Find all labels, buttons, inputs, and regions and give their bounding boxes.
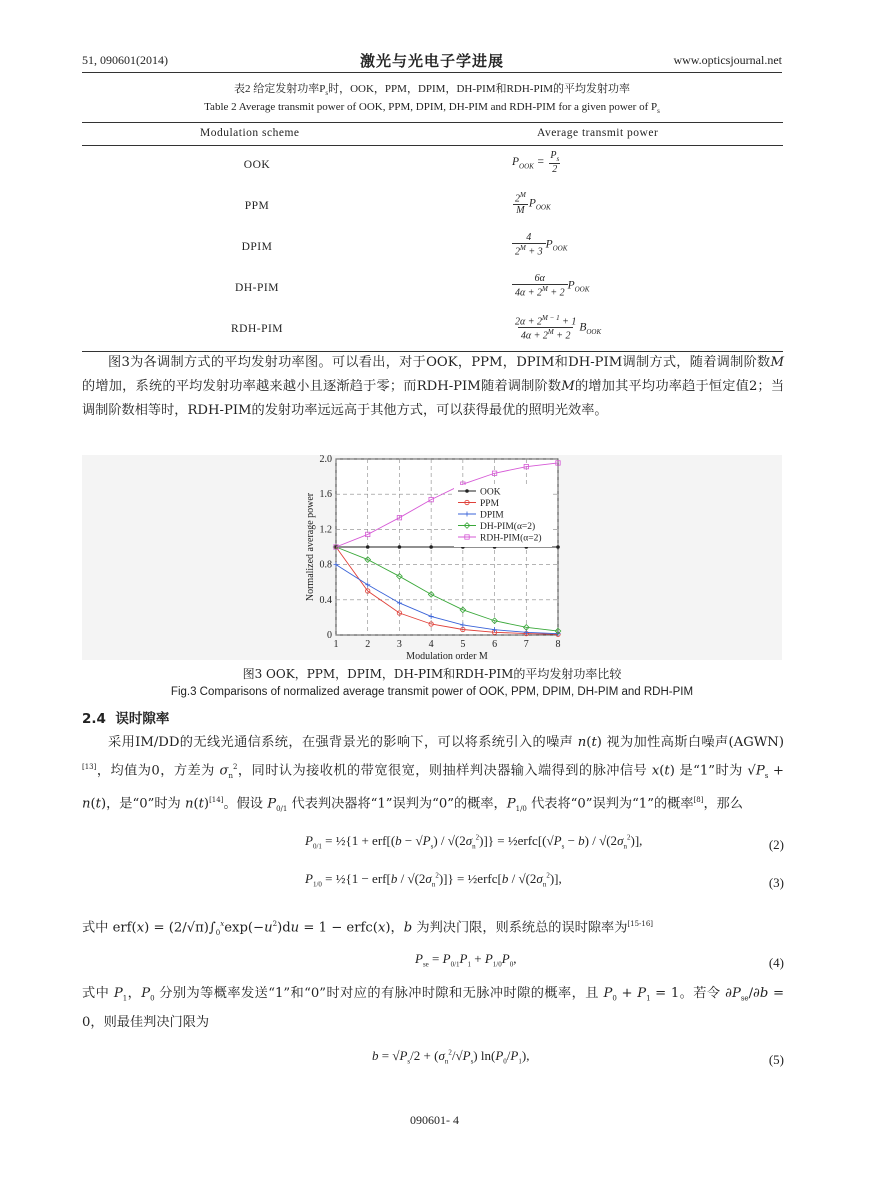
paragraph-text: 图3为各调制方式的平均发射功率图。可以看出，对于OOK，PPM，DPIM和DH-PIM调制方式，随着调制阶数M的增加，系统的平均发射功率越来越小且逐渐趋于零；而RDH-PIM随着调制阶数M的增加其平均功率趋于恒定值2；当调制阶数相等时，RDH-PIM的发射功率远远高于其他方式，可以获得最优的照明光效率。 [82,355,785,418]
section-heading [82,707,169,727]
legend-label: DPIM [480,510,504,521]
table-row [82,310,783,351]
table-caption-cn: 表2 给定发射功率$P_s$时，OOK，PPM，DPIM，DH-PIM和RDH-PIM的平均发射功率 [233,83,631,98]
table-row [82,187,783,228]
data-point [465,489,469,493]
equation-5 [82,1048,784,1074]
paragraph-fig3-discussion [82,351,784,423]
equation-2 [82,833,784,859]
table-cell-scheme: DH-PIM [235,282,279,294]
y-tick-label: 0 [327,630,332,641]
equation-5-body: $b = √P_s/2 + (\sigma_n^2/√P_s)$ $\ln(P_0/P_1)$, [372,1048,530,1066]
table-header-row [82,123,783,146]
data-point [556,545,560,549]
paragraph-text: 式中 $P_1$，$P_0$ 分别为等概率发送“1”和“0”时对应的有脉冲时隙和无脉冲时隙的概率，且 $P_0 + P_1 = 1$。若令 $\partial P_{se}/\partial b = 0$，则最佳判决门限为 [82,986,784,1030]
equation-3-body: $P_{1/0}$ = ½{1 − $erf[b / √(2\sigma_n^2)]$} = ½erfc[b / $√(2\sigma_n^2)$], [305,871,562,889]
x-tick-label: 1 [333,639,339,650]
section-title: 误时隙率 [115,711,170,727]
page-number: 090601- 4 [410,1113,459,1127]
journal-url[interactable]: www.opticsjournal.net [673,53,782,67]
table-cell-formula: $P_{OOK}$ = $\frac{P_s}{2}$ [512,150,560,175]
x-axis-label: Modulation order M [406,651,488,660]
equation-2-number: (2) [768,837,784,852]
power-table [82,122,783,352]
table-cell-scheme: DPIM [241,241,273,253]
journal-citation: 51, 090601(2014) [82,53,168,67]
section-number: 2.4 [82,711,106,727]
y-tick-label: 0.4 [319,594,332,606]
equation-4 [82,951,784,977]
table-cell-scheme: OOK [243,159,271,171]
table-cell-formula: $\frac{2\alpha + 2^{M - 1} + 1}{4\alpha + 2^M + 2}$ $B_{OOK}$ [515,314,602,342]
table-cell-formula: $\frac{6\alpha}{4\alpha + 2^M + 2}$ $P_{OOK}$ [512,273,722,298]
paragraph-erf-definition [82,912,784,945]
table-cell-formula: $\frac{4}{2^M + 3}$ $P_{OOK}$ [512,232,722,257]
equation-4-number: (4) [768,955,784,970]
col-header-power: Average transmit power [537,127,659,139]
paragraph-text: 采用IM/DD的无线光通信系统，在强背景光的影响下，可以将系统引入的噪声 n(t) 视为加性高斯白噪声(AGWN)[13]，均值为0，方差为 $\sigma_n^2$，同时认为接收机的带宽很宽，则抽样判决器输入端得到的脉冲信号 x(t) 是“1”时为 $√P_s + n(t)$，是“0”时为 n(t)[14]。假设 $P_{0/1}$ 代表判决器将“1”误判为“0”的概率，$P_{1/0}$ 代表将“0”误判为“1”的概率[8]，那么 [82,735,784,814]
equation-3-number: (3) [768,875,784,890]
legend-label: PPM [480,499,500,509]
y-tick-label: 0.8 [319,559,332,571]
paragraph-text: 式中 $erf(x) = (2/√\pi)\int_0^x\exp(-u^2)du = 1$ − erfc(x)，b 为判决门限，则系统总的误时隙率为[15-16] [82,920,654,938]
equation-2-body: $P_{0/1}$ = ½{1 + $erf[(b - √P_s) / √(2\sigma_n^2)]$} = $\frac{1}{2}erfc[(√P_s - b) / √(2\sigma_n^2)]$, [305,833,643,851]
equation-3 [82,871,784,897]
legend-label: RDH-PIM(α=2) [480,533,542,544]
table-row [82,269,783,310]
y-tick-label: 1.6 [319,489,332,501]
y-tick-label: 2.0 [319,455,332,465]
x-tick-label: 7 [523,639,529,650]
col-header-scheme: Modulation scheme [200,127,300,139]
legend-label: OOK [480,487,501,498]
x-tick-label: 2 [365,639,371,650]
legend-label: DH-PIM(α=2) [480,522,536,532]
data-point [398,545,402,549]
table-caption-en: Table 2 Average transmit power of OOK, PPM, DPIM, DH-PIM and RDH-PIM for a given power of $P_s$ [204,101,660,116]
table-cell-formula: $\frac{2^M}{M}$ $P_{OOK}$ [515,191,551,217]
equation-5-number: (5) [768,1052,784,1067]
running-header [82,50,782,73]
x-tick-label: 3 [396,639,402,650]
paragraph-noise-model [82,731,784,821]
x-tick-label: 5 [460,639,466,650]
table-row [82,228,783,269]
table-cell-scheme: PPM [244,200,270,212]
figure-caption-cn: 图3 OOK，PPM，DPIM，DH-PIM和RDH-PIM的平均发射功率比较 [242,667,622,681]
x-tick-label: 8 [555,639,561,650]
journal-title: 激光与光电子学进展 [359,52,504,70]
table-row [82,146,783,187]
y-tick-label: 1.2 [319,524,332,536]
table-cell-scheme: RDH-PIM [230,323,284,335]
figure-caption-en: Fig.3 Comparisons of normalized average transmit power of OOK, PPM, DPIM, DH-PIM and RDH-PIM [170,686,694,698]
equation-4-body: $P_{se} = P_{0/1}P_1 + P_{1/0}P_0$, [415,951,517,969]
x-tick-label: 4 [428,639,434,650]
power-comparison-chart [82,455,782,660]
data-point [429,545,433,549]
figure-3 [82,455,782,660]
x-tick-label: 6 [492,639,498,650]
data-point [366,545,370,549]
paragraph-probabilities [82,982,784,1035]
y-axis-label: Normalized average power [305,492,316,602]
